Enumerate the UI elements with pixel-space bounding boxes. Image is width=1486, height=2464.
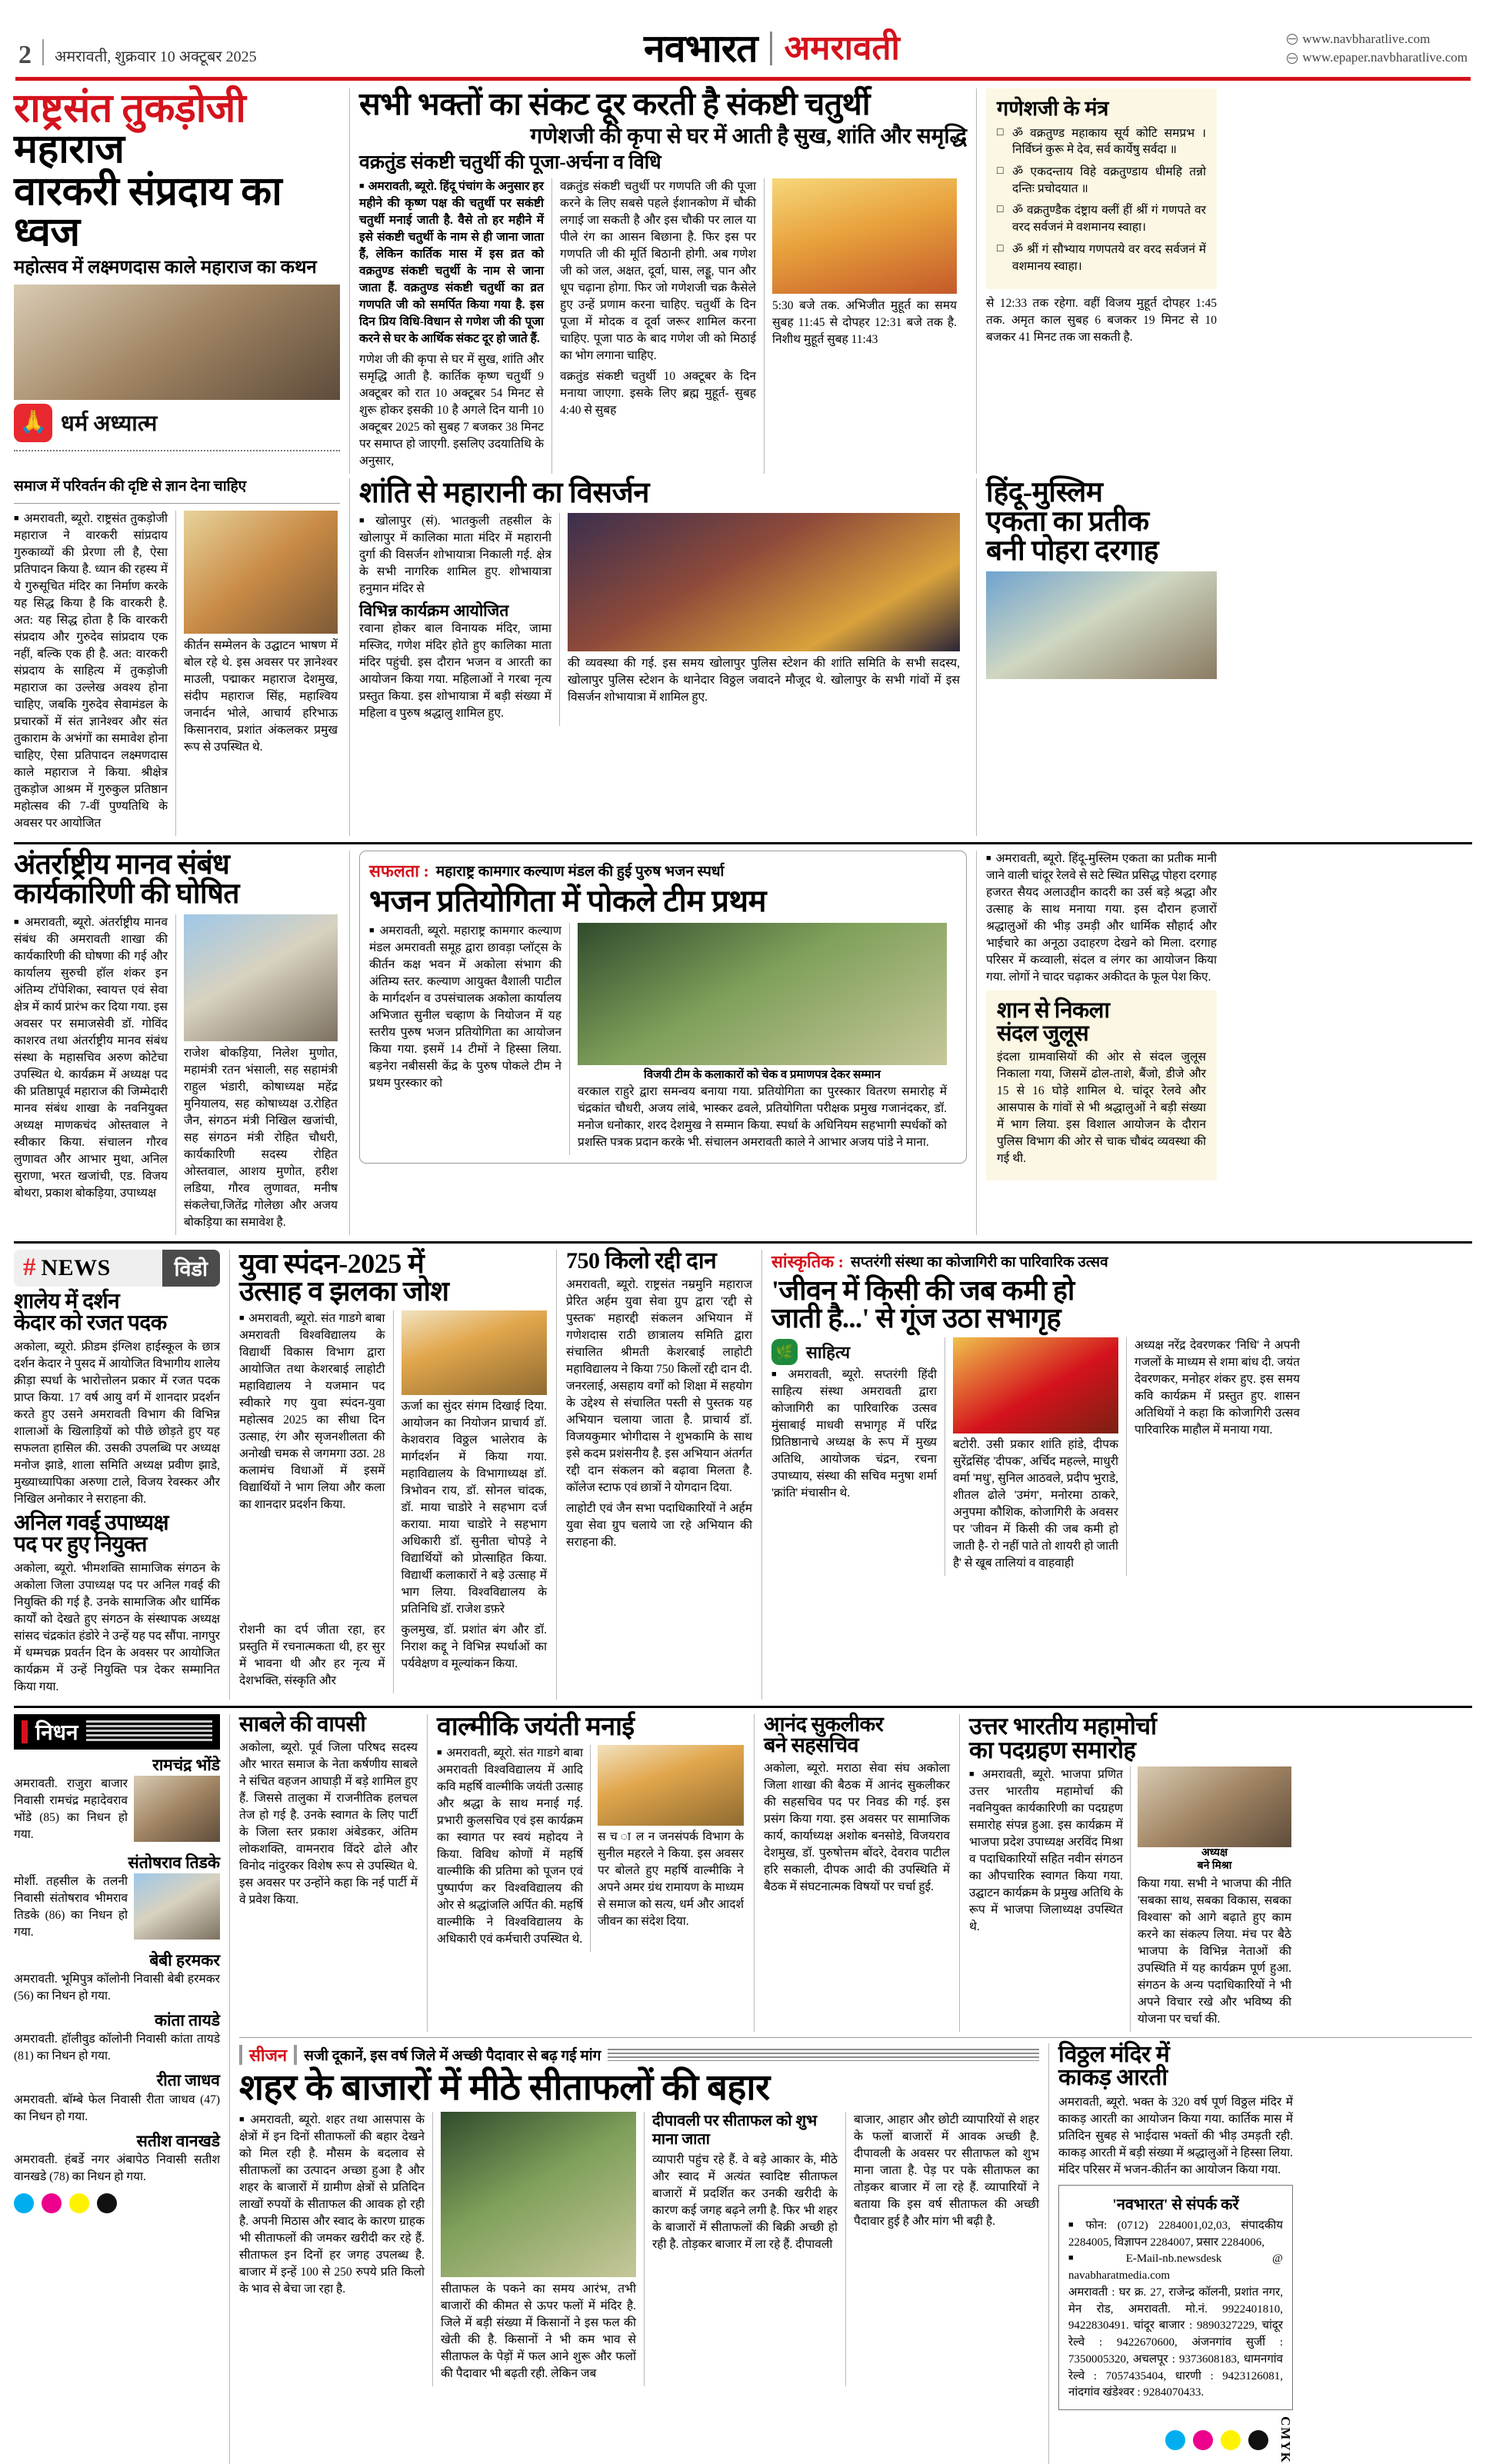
- lead-left-photo-2: [184, 511, 338, 634]
- video-badge-text[interactable]: विडो: [162, 1250, 220, 1287]
- obituary-entry: [14, 2011, 220, 2065]
- masthead-left: [18, 39, 257, 68]
- anand-headline-2: बने सहसचिव: [764, 1733, 859, 1757]
- sanskritik-event-photo: [953, 1337, 1118, 1433]
- mantra-item: □ ॐ एकदन्ताय विहे वक्रतुण्डाय धीमहि तन्नो दन्तिः प्रचोदयात ॥: [997, 164, 1206, 197]
- website-url-main[interactable]: www.navbharatlive.com: [1302, 31, 1431, 46]
- sandal-article: [986, 851, 1217, 1234]
- nidhan-hatch: [86, 1720, 212, 1743]
- header-red-rule: [15, 77, 1471, 81]
- visarjan-article: [359, 478, 967, 836]
- dotted-rule: [14, 450, 340, 451]
- sanskritik-body-2: बटोरी. उसी प्रकार शांति हांडे, दीपक सुरेंद्रसिंह 'दीपक', अर्चिद महल्ले, माधुरी वर्मा 'मधु', सुनिल आठवले, प्रदीप भुराडे, शीतल ढोले 'उमंग', मनोरमा ठाकरे, अनुपमा कौशिक, कोजागिरी के अवसर पर 'जीवन में किसी की जब कमी हो जाती है- रो नहीं पाते तो शायरी हो जाती है' से खूब तालियां व वाहवाही: [953, 1438, 1118, 1570]
- sahitya-section-label: 🌿 साहित्य: [771, 1337, 937, 1367]
- yuva-event-photo: [401, 1310, 548, 1395]
- obit-text: अमरावती. हॉलीवुड कॉलोनी निवासी कांता तायडे (81) का निधन हो गया.: [14, 2033, 220, 2063]
- bhajan-photo-caption: विजयी टीम के कलाकारों को चेक व प्रमाणपत्र देकर सम्मान: [644, 1069, 881, 1081]
- edition-name: अमरावती: [784, 29, 900, 67]
- lead-center-body-1b: गणेश जी की कृपा से घर में सुख, शांति और समृद्धि आती है. कार्तिक कृष्ण चतुर्थी 9 अक्टूबर को रात 10 अक्टूबर 54 मिनट से शुरू होकर इसकी 10 है अगले दिन यानी 10 अक्टूबर 2025 को सुबह 7 बजकर 38 मिनट पर समाप्त हो जाएगी. इसलिए उदयातिथि के अनुसार,: [359, 353, 544, 468]
- masthead-logo-group: [644, 29, 900, 68]
- valmiki-body-2: स च ा ल न जनसंपर्क विभाग के सुनील महरले ने किया. इस अवसर पर बोलते हुए महर्षि वाल्मीकि ने अपने अमर ग्रंथ रामायण के माध्यम से समाज को सत्य, धर्म और आदर्श जीवन का संदेश दिया.: [598, 1830, 744, 1928]
- manav-sambandh-article: [14, 851, 340, 1234]
- sitafal-body-3: व्यापारी पहुंच रहे हैं. वे बड़े आकार के, मीठे और स्वाद में अत्यंत स्वादिष्ट सीताफल बाजारों में प्रदर्शित कर उनकी खरीदी के कारण कई जगह बढ़ने लगी है. फिर भी शहर के बाजारों में सीताफलों की बिक्री अच्छी हो रही है. तोड़कर बाजार में ला रहे हैं. दीपावली: [651, 2153, 838, 2251]
- contact-email[interactable]: ■ E-Mail-nb.newsdesk @ navabharatmedia.com: [1068, 2251, 1283, 2285]
- anand-body: अकोला, ब्यूरो. मराठा सेवा संघ अकोला जिला शाखा की बैठक में आनंद सुकलीकर की सहसचिव पद पर निवड की गई. इस प्रसंग किया गया. इस अवसर पर सामाजिक कार्य, कार्याध्यक्ष अशोक बनसोडे, विजयराव देशमुख, डॉ. पुरुषोत्तम बोंदरे, देवराव पाटील हरि सकाली, दीपक आदी की उपस्थिति में बैठक में संघटनात्मक विषयों पर चर्चा हुई.: [764, 1761, 950, 1893]
- visarjan-side-label: विभिन्न कार्यक्रम आयोजित: [359, 601, 509, 621]
- raddi-body-2: लाहोटी एवं जैन सभा पदाधिकारियों ने अर्हम युवा सेवा ग्रुप चलाये जा रहे अभियान की सराहना की.: [566, 1502, 752, 1550]
- lead-center-body-2b: वक्रतुंड संकष्टी चतुर्थी 10 अक्टूबर के दिन मनाया जाएगा. इसके लिए ब्रह्म मुहूर्त- सुबह 4:40 से सुबह: [560, 370, 756, 418]
- sanskritik-headline-2: जाती है...' से गूंज उठा सभागृह: [771, 1303, 1061, 1334]
- band-two: [14, 478, 1472, 836]
- label-hatch: [608, 2049, 1039, 2061]
- sitafal-body-4: बाजार, आहार और छोटी व्यापारियों से शहर के फलों बाजारों में आवक अच्छी है. दीपावली के अवसर पर सीताफल को शुभ माना जाता है. पेड़ पर पके सीताफल का तोड़कर बाजार में ला रहे हैं. व्यापारियों ने बताया कि इस वर्ष सीताफल की अच्छी पैदावार हुई है और मांग भी बढ़ी है.: [853, 2113, 1039, 2228]
- ganesh-idol-photo: [772, 178, 957, 294]
- column-rule: [349, 88, 350, 474]
- hindu-muslim-headline-1: हिंदू-मुस्लिम: [986, 477, 1103, 509]
- obit-text: मोर्शी. तहसील के तलनी निवासी संतोषराव भीमराव तिडके (86) का निधन हो गया.: [14, 1875, 128, 1940]
- lead-center-body-2: वक्रतुंड संकष्टी चतुर्थी पर गणपति जी की पूजा करने के लिए सबसे पहले ईशानकोण में चौकी लगाई जा सकती है और इस चौकी पर लाल या पीले रंग का आसन बिछाना है. फिर इस पर गणपति जी की मूर्ति बिठानी होगी. अब गणेश जी को जल, अक्षत, दूर्वा, घास, लड्डू, पान और धूप चढ़ाना होगा. फिर जो गणेशजी चक्र कैसेले हुए उन्हें प्रणाम करना चाहिए. चतुर्थी के दिन पूजा में मोदक व दूर्वा जरूर शामिल करना चाहिए. पूजा पाठ के बाद गणेश जी को मिठाई का भोग लगाना चाहिए.: [560, 180, 756, 363]
- sanskritik-headline-1: 'जीवन में किसी की जब कमी हो: [771, 1274, 1075, 1306]
- yuva-article: [239, 1247, 547, 1700]
- masthead-divider: [42, 39, 44, 65]
- visarjan-body-2: की व्यवस्था की गई. इस समय खोलापुर पुलिस स्टेशन की शांति समिति के सभी सदस्य, खोलापुर पुलिस स्टेशन के थानेदार विठ्ठल जवादने मौजूद थे. खोलापुर के सभी गांवों में इस विसर्जन शोभायात्रा में शामिल हुए.: [568, 657, 960, 704]
- top-band: [14, 88, 1472, 474]
- bhajan-tag: सफलता :: [369, 861, 429, 881]
- hindu-muslim-article: [986, 478, 1217, 836]
- dateline: अमरावती, शुक्रवार 10 अक्टूबर 2025: [55, 48, 257, 65]
- leaf-icon: 🌿: [771, 1339, 798, 1365]
- cmyk-registration-marks: [1165, 2430, 1268, 2450]
- vitthal-headline-1: विठ्ठल मंदिर में: [1058, 2041, 1170, 2067]
- uttar-headline-2: का पदग्रहण समारोह: [969, 1736, 1136, 1764]
- lead-center-headline: सभी भक्तों का संकट दूर करती है संकष्टी चतुर्थी: [359, 86, 870, 122]
- four-small-stories: [239, 1714, 1472, 2032]
- cmyk-black: [1248, 2430, 1268, 2450]
- website-url-epaper[interactable]: www.epaper.navbharatlive.com: [1302, 50, 1468, 65]
- bhajan-body-2: वरकाल राहुरे द्वारा समन्वय बनाया गया. प्रतियोगिता का पुरस्कार वितरण समारोह में चंद्रकांत चौधरी, अजय लांबे, भास्कर ढवले, प्रतियोगिता परीक्षक प्रमुख गजानंदकर, डॉ. मनोज धनोकार, शरद देशमुख ने सम्मान किया. स्पर्धा के अधिनियम सहभागी स्पर्धकों को प्रशस्ति पत्रक प्रदान करके भी. संचालन अमरावती काले ने आभार अजय पांडे ने माना.: [578, 1085, 947, 1149]
- uttar-body-2: किया गया. सभी ने भाजपा की नीति 'सबका साथ, सबका विकास, सबका विश्वास' को आगे बढ़ाते हुए काम करने का संकल्प लिया. मंच पर बैठे भाजपा के विभिन्न नेताओं की उपस्थिति में यह कार्यक्रम पूर्ण हुआ. संगठन के अन्य पदाधिकारियों ने भी अपने विचार रखे और भविष्य की योजना पर चर्चा की.: [1138, 1876, 1291, 2026]
- lead-left-body-2: कीर्तन सम्मेलन के उद्घाटन भाषण में बोल रहे थे. इस अवसर पर ज्ञानेश्वर माउली, पद्माकर महाराज देशमुख, संदीप महाराज सिंह, महाश्विय जनार्दन भोले, आचार्य हरिभाऊ किसानराव, प्रशांत अंकलकर प्रमुख रूप से उपस्थित थे.: [184, 639, 338, 754]
- nidhan-accent-bar: [22, 1720, 28, 1743]
- news-item2-headline-2: पद पर हुए नियुक्त: [14, 1533, 147, 1557]
- band-six: [239, 2043, 1472, 2464]
- manav-sambandh-headline-2: कार्यकारिणी की घोषित: [14, 877, 240, 910]
- sable-headline: साबले की वापसी: [239, 1712, 366, 1736]
- obit-name: रीता जाधव: [156, 2071, 220, 2090]
- lead-left-text: [14, 478, 340, 836]
- obituary-entry: [14, 1951, 220, 2005]
- visarjan-headline: शांति से महारानी का विसर्जन: [359, 477, 649, 510]
- lead-left-headline: राष्ट्रसंत तुकड़ोजी महाराज: [14, 87, 246, 172]
- obit-name: रामचंद्र भोंडे: [152, 1755, 220, 1774]
- section-divider: [14, 842, 1472, 844]
- cmyk-cyan: [14, 2193, 34, 2213]
- sanskritik-section-label: [771, 1250, 1302, 1273]
- yuva-body-3: रोशनी का दर्प जीता रहा, हर प्रस्तुति में रचनात्मकता थी, हर सुर में भावना थी और हर नृत्य में देशभक्ति, संस्कृति और: [239, 1623, 385, 1688]
- lead-left-subhead: महोत्सव में लक्ष्मणदास काले महाराज का कथन: [14, 258, 317, 278]
- newspaper-logo: नवभारत: [644, 27, 758, 70]
- visarjan-procession-photo: [568, 513, 960, 651]
- bhajan-team-photo: [578, 923, 947, 1065]
- hindu-muslim-headline-2: एकता का प्रतीक: [986, 506, 1149, 538]
- obit-name: कांता तायडे: [154, 2011, 220, 2030]
- lead-center-body-3: 5:30 बजे तक. अभिजीत मुहूर्त का समय सुबह 11:45 से दोपहर 12:31 बजे तक है. निशीथ मुहूर्त सुबह 11:43: [772, 299, 957, 347]
- lead-left-headline-2: वारकरी संप्रदाय का ध्वज: [14, 170, 282, 255]
- vitthal-body: अमरावती, ब्यूरो. भक्त के 320 वर्ष पूर्ण विठ्ठल मंदिर में काकड़ आरती का आयोजन किया गया. कार्तिक मास में प्रतिदिन सुबह से भाईदास भक्तों की भीड़ उमड़ती रही. काकड़ आरती में बड़ी संख्या में श्रद्धालुओं ने हिस्सा लिया. मंदिर परिसर में भजन-कीर्तन का आयोजन किया गया.: [1058, 2095, 1293, 2176]
- raddi-body-1: अमरावती, ब्यूरो. राष्ट्रसंत नम्रमुनि महाराज प्रेरित अर्हम युवा सेवा ग्रुप द्वारा 'रद्दी से पुस्तक' महारद्दी संकलन अभियान में गणेशदास राठी छात्रालय समिति द्वारा संचालित श्रीमती केशरबाई लाहोटी महाविद्यालय ने किया 750 किलों रद्दी दान दी. जनरलाई, असहाय वर्गों को शिक्षा में सहयोग के उद्देश्य से संचालित पस्ती से पुस्तक यह अभियान चलाया जाता है. प्राचार्य डॉ. विजयकुमार भोगीदास ने शुभकामि के साथ इसे कदम प्रशंसनीय है. इस अभियान अंतर्गत रद्दी दान संकलन को बढ़ावा मिलता है. कॉलेज स्टाफ एवं छात्रों ने योगदान दिया.: [566, 1278, 752, 1495]
- sitafal-article: [239, 2043, 1039, 2464]
- vitthal-headline-2: काकड़ आरती: [1058, 2065, 1168, 2091]
- obit-name: सतीश वानखडे: [136, 2131, 220, 2150]
- cmyk-label: CMYK: [1278, 2416, 1293, 2464]
- yuva-headline-1: युवा स्पंदन-2025 में: [239, 1247, 425, 1279]
- sitafal-headline: शहर के बाजारों में मीठे सीताफलों की बहार: [239, 2067, 770, 2108]
- label-bar: [294, 2045, 297, 2065]
- cmyk-black: [97, 2193, 117, 2213]
- hindu-muslim-headline-3: बनी पोहरा दरगाह: [986, 534, 1159, 567]
- bhajan-article: [359, 851, 967, 1234]
- lead-left-article: [14, 88, 340, 474]
- contact-addresses: अमरावती : घर क्र. 27, राजेन्द्र कॉलनी, प्रशांत नगर, मेन रोड, अमरावती. मो.नं. 9922401810, 9422830491. चांदूर बाजार : 9890327229, चांदूर रेल्वे : 9422670600, अंजनगांव सुर्जी : 7350005320, अचलपूर : 9373608183, धामनगांव रेल्वे : 7057435404, धारणी : 9423126081, नांदगांव खंडेश्वर : 9284070433.: [1068, 2286, 1283, 2399]
- obituary-entry: [14, 2071, 220, 2125]
- news-video-column: [14, 1250, 220, 1700]
- obit-name: संतोषराव तिडके: [128, 1853, 220, 1872]
- sable-body: अकोला, ब्यूरो. पूर्व जिला परिषद सदस्य और भारत समाज के नेता कर्षणीय साबले ने संचित वहजन आघाड़ी में बड़े शामिल हुए हैं. जिससे तालुका में राजनीतिक हलचल तेज हो गई है. उनके स्वागत के लिए पार्टी के जिला स्तर प्रकाश अंबेडकर, अंतिम लोकशक्ति, वामनराव विंदरे ढोले और विनोद नांदुरकर विशेष रूप से उपस्थित थे. इस अवसर पर उन्होंने कहा कि नई पार्टी में वे प्रवेश किया.: [239, 1741, 418, 1907]
- uttar-body-1: ■ अमरावती, ब्यूरो. भाजपा प्रणित उत्तर भारतीय महामोर्चा की नवनियुक्त कार्यकारिणी का पदग्रहण समारोह संपन्न हुआ. इस कार्यक्रम में भाजपा प्रदेश उपाध्यक्ष अरविंद मिश्रा व पदाधिकारियों सहित नवीन संगठन का औपचारिक स्वागत किया गया. उद्घाटन कार्यक्रम के प्रमुख अतिथि के रूप में भाजपा जिलाध्यक्ष उपस्थित थे.: [969, 1766, 1123, 1936]
- bhajan-headline: भजन प्रतियोगिता में पोकले टीम प्रथम: [369, 884, 767, 919]
- yuva-body-4: कुलमुख, डॉ. प्रशांत बंग और डॉ. निराश कद्दू ने विभिन्न स्पर्धाओं का पर्यवेक्षण व मूल्यांकन किया.: [401, 1623, 547, 1671]
- band-five: [14, 1714, 1472, 2464]
- mantra-item: □ ॐ वक्रतुण्डैक दंष्ट्राय क्लीं हीं श्रीं गं गणपते वर वरद सर्वजनं मे वशमानय स्वाहा।: [997, 202, 1206, 235]
- sanskritik-article: [771, 1250, 1302, 1700]
- uttar-article: [969, 1714, 1292, 2032]
- contact-box: [1058, 2185, 1293, 2410]
- obituary-entry: [14, 1853, 220, 1945]
- dargah-photo: [986, 571, 1217, 679]
- column-rule: [976, 88, 977, 474]
- nidhan-column: [14, 1714, 220, 2464]
- band-three: [14, 851, 1472, 1234]
- raddi-headline: 750 किलो रद्दी दान: [566, 1247, 717, 1274]
- mantra-column: [986, 88, 1217, 474]
- cmyk-registration-marks: [14, 2193, 220, 2213]
- anand-article: [764, 1714, 950, 2032]
- cmyk-cyan: [1165, 2430, 1185, 2450]
- mantra-item: □ ॐ वक्रतुण्ड महाकाय सूर्य कोटि समप्रभ । निर्विघ्नं कुरू मे देव, सर्व कार्येषु सर्वदा ॥: [997, 125, 1206, 158]
- bhajan-section-label: [369, 859, 957, 882]
- sitafal-body-2: सीताफल के पकने का समय आरंभ, तभी बाजारों की कीमत से ऊपर फलों में मंदिर है. जिले में बड़ी संख्या में किसानों ने इस फल की खेती की है. किसानों ने भी कम भाव से सीताफल के पेड़ों में फल आने शुरू और फलों की पैदावार भी बढ़ती रही. लेकिन जब: [441, 2282, 636, 2380]
- visarjan-body-3: रवाना होकर बाल विनायक मंदिर, जामा मस्जिद, गणेश मंदिर होते हुए कालिका माता मंदिर पहुंची. इस दौरान भजन व आरती का आयोजन किया गया. महिलाओं ने गरबा नृत्य प्रस्तुत किया. इस शोभायात्रा में बड़ी संख्या में महिला व पुरुष श्रद्धालु शामिल हुए.: [359, 622, 551, 721]
- uttar-headline-1: उत्तर भारतीय महामोर्चा: [969, 1712, 1157, 1740]
- lead-center-deck-1: गणेशजी की कृपा से घर में आती है सुख, शांति और समृद्धि: [530, 124, 967, 148]
- ganesh-mantra-box: [986, 88, 1217, 289]
- contact-title: 'नवभारत' से संपर्क करें: [1112, 2196, 1239, 2213]
- sitafal-kicker: सजी दूकानें, इस वर्ष जिले में अच्छी पैदावार से बढ़ गई मांग: [304, 2047, 601, 2064]
- mantra-box-title: गणेशजी के मंत्र: [997, 97, 1109, 120]
- masthead: [14, 0, 1472, 74]
- raddi-article: [566, 1247, 752, 1700]
- obit-text: अमरावती. भूमिपुत्र कॉलोनी निवासी बेबी हरमकर (56) का निधन हो गया.: [14, 1973, 220, 2003]
- sandal-body: इंदला ग्रामवासियों की ओर से संदल जुलूस निकाला गया, जिसमें ढोल-ताशे, बैंजो, डीजे और 15 से 16 घोड़े शामिल थे. चांदूर रेलवे और आसपास के गांवों से भी श्रद्धालुओं ने बड़ी संख्या में भाग लिया. इस विशाल आयोजन के दौरान पुलिस विभाग की ओर से चाक चौबंद व्यवस्था की गई थी.: [997, 1051, 1206, 1166]
- news-item1-headline-2: केदार को रजत पदक: [14, 1311, 167, 1336]
- obituary-entry: [14, 1756, 220, 1847]
- contact-phone: ■ फोन: (0712) 2284001,02,03, संपादकीय 2284005, विज्ञापन 2284007, प्रसार 2284006,: [1068, 2218, 1283, 2252]
- band-four: [14, 1247, 1472, 1700]
- uttar-portrait-photo: [1138, 1766, 1291, 1847]
- news-item2-headline-1: अनिल गवई उपाध्यक्ष: [14, 1510, 169, 1535]
- lead-left-body-1: ■ अमरावती, ब्यूरो. राष्ट्रसंत तुकड़ोजी महाराज ने वारकरी सांप्रदाय गुरुकाव्यों की प्रेरणा ली है, ऐसा प्रतिपादन किया है. ध्यान की रहस्य में ये गुरुसूचित मंदिर का निर्माण करके यह सिद्ध किया है कि वारकरी है. अत: यह सिद्ध होता है कि वारकरी संप्रदाय और गुरुदेव सांप्रदाय एक नहीं, बल्कि एक ही है. अत: वारकरी संप्रदाय के साहित्य में तुकड़ोजी महाराज का उल्लेख अवश्य होना चाहिए, जबकि गुरुदेव सेवामंडल के प्रचारकों में संत ज्ञानेश्वर और संत तुकाराम के अभंगों का समावेश होना चाहिए, ऐसा प्रतिपादन लक्ष्मणदास काले महाराज ने किया. श्रीक्षेत्र तुकड़ोज आश्रम में गुरुकुल प्रतिष्ठान महोत्सव की 7-वीं पुण्यतिथि के अवसर पर आयोजित: [14, 511, 168, 832]
- valmiki-article: [437, 1714, 745, 2032]
- lead-center-body-4: से 12:33 तक रहेगा. वहीं विजय मुहूर्त दोपहर 1:45 तक. अमृत काल सुबह 6 बजकर 19 मिनट से 10 बजकर 41 मिनट तक जा सकती है.: [986, 297, 1217, 345]
- lead-center-deck-2: वक्रतुंड संकष्टी चतुर्थी की पूजा-अर्चना व विधि: [359, 152, 661, 174]
- sitafal-body-1: ■ अमरावती, ब्यूरो. शहर तथा आसपास के क्षेत्रों में इन दिनों सीताफलों की बहार देखने को मिल रही है. मौसम के बदलाव से सीताफलों का उत्पादन अच्छा हुआ है और शहर के बाजारों में ग्रामीण क्षेत्रों से प्रतिदिन लाखों रुपयों के सीताफल की आवक हो रही है. अपनी मिठास और स्वाद के कारण ग्राहक भी सीताफलों की जमकर खरीदी कर रहे हैं. सीताफल इन दिनों हर जगह उपलब्ध है. बाजार में इन्हें 100 से 250 रुपये प्रति किलो के भाव से बेचा जा रहा है.: [239, 2112, 425, 2298]
- valmiki-portrait-photo: [598, 1745, 744, 1826]
- cmyk-magenta: [1193, 2430, 1213, 2450]
- lead-left-deck: समाज में परिवर्तन की दृष्टि से ज्ञान देना चाहिए: [14, 478, 247, 495]
- cmyk-yellow: [1221, 2430, 1241, 2450]
- sandal-headline-2: संदल जुलूस: [997, 1021, 1089, 1046]
- manav-sambandh-body-2: राजेश बोकड़िया, निलेश मुणोत, महामंत्री रतन भंसाली, सह सहामंत्री राहुल भंडारी, कोषाध्यक्ष महेंद्र मुनियालय, सह कोषाध्यक्ष उ.रोहित जैन, संगठन मंत्री निखिल खजांची, सह संगठन मंत्री रोहित चौधरी, कार्यकारिणी सदस्य रोहित ओस्तवाल, आशय मुणोत, हरीश लडिया, गौरव लुणावत, मनीष संकलेचा,जितेंद्र गोलेछा और अजय बोकड़िया का समावेश है.: [184, 1046, 338, 1229]
- manav-sambandh-photo: [184, 914, 338, 1041]
- globe-icon: [1287, 34, 1298, 45]
- manav-sambandh-body-1: ■ अमरावती, ब्यूरो. अंतर्राष्ट्रीय मानव संबंध की अमरावती शाखा की कार्यकारिणी की घोषणा की गई और कार्यालय सुरुची हॉल शंकर इन अंतिम्य टॉपेशिका, स्वायत्त एवं सेवा क्षेत्र में कार्य प्रारंभ कर दिया गया. इस अवसर पर समाजसेवी डॉ. गोविंद काशरव तथा अंतर्राष्ट्रीय मानव संबंध संस्था के महासचिव अरुण कोटेचा उपस्थित थे. कार्यक्रम में अध्यक्ष पद की प्रतिष्ठापूर्व महाराज की जिम्मेदारी मानव संबंध शाखा के नवनियुक्त अध्यक्ष माणकचंद ओस्तवाल ने स्वीकार किया. संचालन गौरव लुणावत और आभार मुथा, अनिल सुराणा, भरत खजांची, एड. विजय बोथरा, प्रकाश बोकड़िया, उपाध्यक्ष: [14, 914, 168, 1202]
- page-number: 2: [18, 41, 32, 70]
- sandal-headline-1: शान से निकला: [997, 998, 1110, 1024]
- obit-text: अमरावती. हंबर्डे नगर अंबापेठ निवासी सतीश वानखडे (78) का निधन हो गया.: [14, 2153, 220, 2183]
- manav-sambandh-headline-1: अंतर्राष्ट्रीय मानव संबंध: [14, 849, 230, 881]
- sanskritik-tag: सांस्कृतिक :: [771, 1251, 844, 1271]
- nidhan-banner: [14, 1714, 220, 1750]
- sandal-box: [986, 991, 1217, 1180]
- obit-name: बेबी हरमकर: [149, 1951, 220, 1970]
- sable-article: [239, 1714, 418, 2032]
- sitafal-market-photo: [441, 2112, 636, 2277]
- section-divider: [14, 1706, 1472, 1708]
- label-bar: [239, 2045, 242, 2065]
- hindu-muslim-body: ■ अमरावती, ब्यूरो. हिंदू-मुस्लिम एकता का प्रतीक मानी जाने वाली चांदूर रेलवे से सटे स्थित प्रसिद्ध पोहरा दरगाह हजरत सैयद अलाउद्दीन कादरी का उर्स बड़े श्रद्धा और उत्साह के साथ मनाया गया. इस दौरान हजारों श्रद्धालुओं की भीड़ उमड़ी और धार्मिक सौहार्द और भाईचारे का अनूठा उदाहरण देखने को मिला. दरगाह परिसर में कव्वाली, संदल व लंगर का आयोजन किया गया. लोगों ने चादर चढ़ाकर अकीदत के फूल पेश किए.: [986, 851, 1217, 986]
- vitthal-contact-column: [1058, 2043, 1293, 2464]
- obit-text: अमरावती. राजुरा बाजार निवासी रामचंद्र महादेवराव भोंडे (85) का निधन हो गया.: [14, 1777, 128, 1841]
- uttar-portrait-caption: अध्यक्ष बने मिश्रा: [1197, 1847, 1232, 1872]
- logo-divider: [770, 32, 772, 65]
- nidhan-title: निधन: [35, 1720, 78, 1745]
- globe-icon: [1287, 53, 1298, 64]
- masthead-urls: [1287, 30, 1468, 68]
- lead-left-photo: [14, 285, 340, 400]
- anand-headline-1: आनंद सुकलीकर: [764, 1712, 884, 1736]
- cmyk-yellow: [69, 2193, 89, 2213]
- bhajan-box: [359, 851, 967, 1164]
- sanskritik-kicker: सप्तरंगी संस्था का कोजागिरी का पारिवारिक उत्सव: [851, 1254, 1108, 1270]
- bhajan-kicker: महाराष्ट्र कामगार कल्याण मंडल की हुई पुरुष भजन स्पर्धा: [435, 864, 725, 881]
- section-divider: [14, 1241, 1472, 1244]
- hash-icon: #: [23, 1254, 36, 1282]
- sanskritik-body-1: ■ अमरावती, ब्यूरो. सप्तरंगी हिंदी साहित्य संस्था अमरावती द्वारा कोजागिरी का पारिवारिक उत्सव मुंसाबाई माधवी सभागृह में परिंद्र प्रितिष्ठानाचे अध्यक्ष के रूप में मुख्य अतिथि, आयोजक चंद्रन, रचना उपाध्याय, संस्था की सचिव मनुषा शर्मा 'क्रांति' मंचासीन थे.: [771, 1367, 937, 1502]
- obit-portrait: [134, 1873, 220, 1940]
- lead-center-article: [359, 88, 967, 474]
- news-badge-text: NEWS: [41, 1254, 111, 1280]
- visarjan-body-1: ■ खोलापुर (सं). भातकुली तहसील के खोलापुर में कालिका माता मंदिर में महारानी दुर्गा की विसर्जन शोभायात्रा निकाली गई. क्षेत्र के सभी नागरिक शामिल हुए. शोभायात्रा हनुमान मंदिर से: [359, 513, 551, 598]
- yuva-headline-2: उत्साह व झलका जोश: [239, 1276, 449, 1307]
- cmyk-magenta: [42, 2193, 62, 2213]
- sitafal-deck: दीपावली पर सीताफल को शुभ माना जाता: [651, 2112, 818, 2148]
- lead-center-body-1: ■ अमरावती, ब्यूरो. हिंदू पंचांग के अनुसार हर महीने की कृष्ण पक्ष की चतुर्थी पर सकंष्टी चतुर्थी मनाई जाती है. वैसे तो हर महीने में इसे संकष्टी चतुर्थी के नाम से ही जाना जाता हैं, लेकिन कार्तिक मास में इस व्रत को वक्रतुण्ड संकष्टी चतुर्थी के नाम से जाना जाता हैं. वक्रतुण्ड संकष्टी चतुर्थी का व्रत गणपति जी को समर्पित किया गया है. इस दिन प्रिय विधि-विधान से गणेश जी की पूजा करने से घर के आर्थिक संकट दूर हो जाते हैं.: [359, 178, 544, 348]
- news-item2-body: अकोला, ब्यूरो. भीमशक्ति सामाजिक संगठन के अकोला जिला उपाध्यक्ष पद पर अनिल गवई की नियुक्ति की गई है. उनके सामाजिक और धार्मिक कार्यों को देखते हुए संगठन के संस्थापक अध्यक्ष सांसद चंद्रकांत हंडोरे ने उन्हें यह पद सौंपा. नागपुर में धम्मचक्र प्रवर्तन दिन के अवसर पर आयोजित कार्यक्रम में उन्हें नियुक्ति पत्र देकर सम्मानित किया गया.: [14, 1561, 220, 1693]
- namaste-icon: 🙏: [14, 404, 52, 442]
- valmiki-body-1: ■ अमरावती, ब्यूरो. संत गाडगे बाबा अमरावती विश्वविद्यालय में आदि कवि महर्षि वाल्मीकि जयंती उत्साह और श्रद्धा के साथ मनाई गई. प्रभारी कुलसचिव एवं इस कार्यक्रम का स्वागत पर स्वयं महोदय ने किया. विविध कोणों में महर्षि वाल्मीकि की प्रतिमा को पूजन एवं पुष्पार्पण कर विश्वविद्यालय की ओर से श्रद्धांजलि अर्पित की. महर्षि वाल्मीकि ने विश्वविद्यालय के अधिकारी एवं कर्मचारी उपस्थित थे.: [437, 1745, 583, 1948]
- mantra-item: □ ॐ श्रीं गं सौभ्याय गणपतये वर वरद सर्वजनं में वशमानय स्वाहा।: [997, 241, 1206, 275]
- obituary-entry: [14, 2132, 220, 2186]
- news-item1-headline-1: शालेय में दर्शन: [14, 1289, 120, 1314]
- band-five-right: [239, 1714, 1472, 2464]
- sanskritik-body-4: अध्यक्ष नरेंद्र देवरणकर 'निधि' ने अपनी गजलों के माध्यम से शमा बांध दी. जयंत देवरणकर, मनोहर शंकर हुए. इस समय कवि कार्यक्रम में प्रस्तुत हुए. शासन अतिथियों ने कहा कि कोजागिरी उत्सव पारिवारिक माहौल में मनाया गया.: [1134, 1339, 1300, 1437]
- sitafal-tag: सीजन: [249, 2045, 288, 2065]
- valmiki-headline: वाल्मीकि जयंती मनाई: [437, 1712, 635, 1741]
- news-video-badge[interactable]: [14, 1250, 220, 1287]
- sitafal-section-label: [239, 2043, 1039, 2066]
- yuva-body-1: ■ अमरावती, ब्यूरो. संत गाडगे बाबा अमरावती विश्वविद्यालय के विद्यार्थी विकास विभाग द्वारा आयोजित तथा केशरबाई लाहोटी महाविद्यालय ने यजमान पद स्वीकारे गए युवा स्पंदन-युवा महोत्सव 2025 का सीधा दिन उत्साह, रंग और सृजनशीलता की अनोखी चमक से जगमगा उठा. 28 कलामंच विधाओं में इसमें विद्यार्थियों ने भाग लिया और कला का शानदार प्रदर्शन किया.: [239, 1310, 385, 1513]
- obit-portrait: [134, 1776, 220, 1842]
- yuva-body-2: ऊर्जा का सुंदर संगम दिखाई दिया. आयोजन का नियोजन प्राचार्य डॉ. केशवराव विठ्ठल भालेराव के मार्गदर्शन में किया गया. महाविद्यालय के विभागाध्यक्ष डॉ. त्रिभोवन राय, डॉ. सोनल चांदक, डॉ. माया चाडोरे ने सहभाग दर्ज कराया. माया चाडोरे ने सहभाग अधिकारी डॉ. सुनीता चोपड़े ने विद्यार्थियों को प्रोत्साहित किया. विद्यार्थी कलाकारों ने बड़े उत्साह में भाग लिया. विश्वविद्यालय के प्रतिनिधि डॉ. राजेश डफ़रे: [401, 1400, 547, 1617]
- dharma-section-label: 🙏 धर्म अध्यात्म: [14, 400, 340, 446]
- bhajan-body-1: ■ अमरावती, ब्यूरो. महाराष्ट्र कामगार कल्याण मंडल अमरावती समूह द्वारा छावड़ा प्लॉट्स के कीर्तन कक्ष भवन में अकोला संभाग की अंतिम्य स्तर. कल्याण आयुक्त वैशाली पाटील के मार्गदर्शन व उपसंचालक अकोला कार्यालय अभिजात सुनील चव्हाण के नियोजन में यह स्तरीय पुरुष भजन प्रतियोगिता का आयोजन किया गया. इसमें 14 टीमों ने हिस्सा लिया. बड़नेरा नबीससी केंद्र के पुरुष पोकले टीम ने प्रथम पुरस्कार को: [369, 923, 561, 1092]
- obit-text: अमरावती. बॉम्बे फेल निवासी रीता जाधव (47) का निधन हो गया.: [14, 2093, 220, 2123]
- news-item1-body: अकोला, ब्यूरो. फ्रीडम इंग्लिश हाईस्कूल के छात्र दर्शन केदार ने पुसद में आयोजित विभागीय शालेय क्रीड़ा स्पर्धा के भारोत्तोलन प्रकार में रजत पदक प्राप्त किया. 17 वर्ष आयु वर्ग में शानदार प्रदर्शन करते हुए उसने अमरावती विभाग की विभिन्न शालाओं के खिलाड़ियों को पीछे छोड़ते हुए यह सफलता हासिल की. उसकी उपलब्धि पर अध्यक्ष मनोज झाडे, शाला समिति अध्यक्ष प्रवीण झाडे, मुख्याध्यापिका अरुणा टाले, विजय रेवस्कर और निखिल अनोकार ने सराहना की.: [14, 1340, 220, 1506]
